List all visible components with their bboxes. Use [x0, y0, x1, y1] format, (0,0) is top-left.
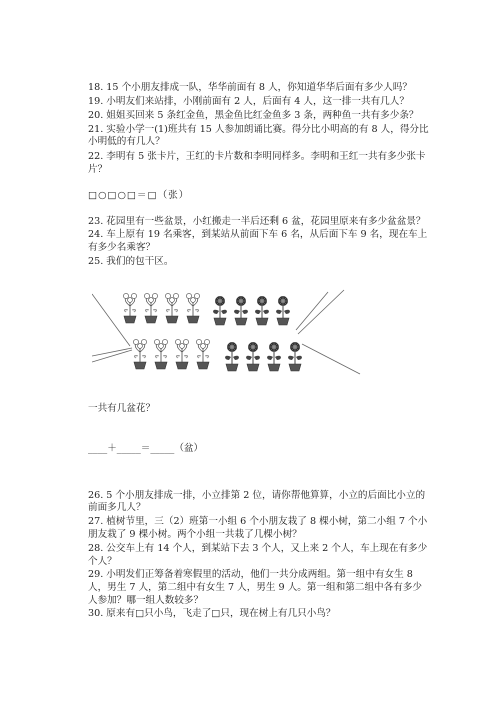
- flower-pot-light: [154, 339, 167, 369]
- right-boundary-line-3: [302, 344, 360, 374]
- flower-pot-light: [175, 339, 188, 369]
- flower-pot-dark: [213, 296, 227, 325]
- question-22-cont: 片？: [88, 164, 108, 175]
- question-24-cont: 有多少名乘客？: [88, 242, 156, 253]
- flower-pot-dark: [267, 342, 281, 371]
- flower-pot-light: [186, 293, 199, 323]
- question-22: 22. 李明有 5 张卡片，王红的卡片数和李明同样多。李明和王红一共有多少张卡: [88, 151, 426, 162]
- left-boundary-line-1: [92, 294, 130, 346]
- flower-pot-dark: [255, 296, 269, 325]
- question-29-cont2: 人参加？哪一组人数较多？: [88, 595, 204, 606]
- question-28-cont: 个人？: [88, 556, 117, 567]
- flower-pot-light: [133, 339, 146, 369]
- question-26: 26. 5 个小朋友排成一排，小立排第 2 位，请你帮他算算，小立的后面比小立的: [88, 490, 426, 501]
- flowerpots-illustration: [92, 286, 362, 382]
- formula-line: □○□○□＝□（张）: [88, 190, 190, 201]
- flower-pot-dark: [288, 342, 302, 371]
- flower-pot-light: [165, 293, 178, 323]
- right-boundary-line-2: [296, 292, 328, 330]
- question-27: 27. 植树节里，三（2）班第一小组 6 个小朋友栽了 8 棵小树，第二小组 7 个小: [88, 516, 428, 527]
- flower-pot-dark: [234, 296, 248, 325]
- answer-blank-line: ____＋_____＝_____（盆）: [88, 443, 204, 454]
- question-30: 30. 原来有□只小鸟，飞走了□只，现在树上有几只小鸟？: [88, 608, 336, 619]
- flower-pot-light: [123, 293, 136, 323]
- flower-pot-light: [196, 339, 209, 369]
- question-18: 18. 15 个小朋友排成一队，华华前面有 8 人，你知道华华后面有多少人吗？: [88, 82, 412, 93]
- flower-pot-light: [144, 293, 157, 323]
- right-boundary-line-1: [298, 290, 344, 334]
- question-25: 25. 我们的包干区。: [88, 256, 174, 267]
- question-20: 20. 姐姐买回来 5 条红金鱼，黑金鱼比红金鱼多 3 条，两种鱼一共有多少条？: [88, 110, 419, 121]
- question-29-cont: 人，男生 7 人，第二组中有女生 7 人，男生 9 人。第一组和第二组中各有多少: [88, 582, 423, 593]
- flower-pot-dark: [225, 342, 239, 371]
- question-24: 24. 车上原有 19 名乘客，到某站从前面下车 6 名，从后面下车 9 名，现在车上: [88, 229, 428, 240]
- question-23: 23. 花园里有一些盆景，小红搬走一半后还剩 6 盆，花园里原来有多少盆盆景？: [88, 216, 426, 227]
- question-21: 21. 实验小学一(1)班共有 15 人参加朗诵比赛。得分比小明高的有 8 人，得分比: [88, 124, 429, 135]
- flower-pot-dark: [246, 342, 260, 371]
- question-28: 28. 公交车上有 14 个人，到某站下去 3 个人，又上来 2 个人，车上现在有多少: [88, 543, 428, 554]
- question-27-cont: 朋友栽了 9 棵小树。两个小组一共栽了几棵小树？: [88, 529, 302, 540]
- flower-pot-dark: [276, 296, 290, 325]
- picture-question: 一共有几盆花？: [88, 403, 156, 414]
- question-21-cont: 小明低的有几人？: [88, 136, 165, 147]
- question-29: 29. 小明发们正筹备着寒假里的活动，他们一共分成两组。第一组中有女生 8: [88, 569, 413, 580]
- question-26-cont: 前面多几人？: [88, 502, 146, 513]
- question-19: 19. 小明友们来站排，小刚前面有 2 人，后面有 4 人，这一排一共有几人？: [88, 96, 409, 107]
